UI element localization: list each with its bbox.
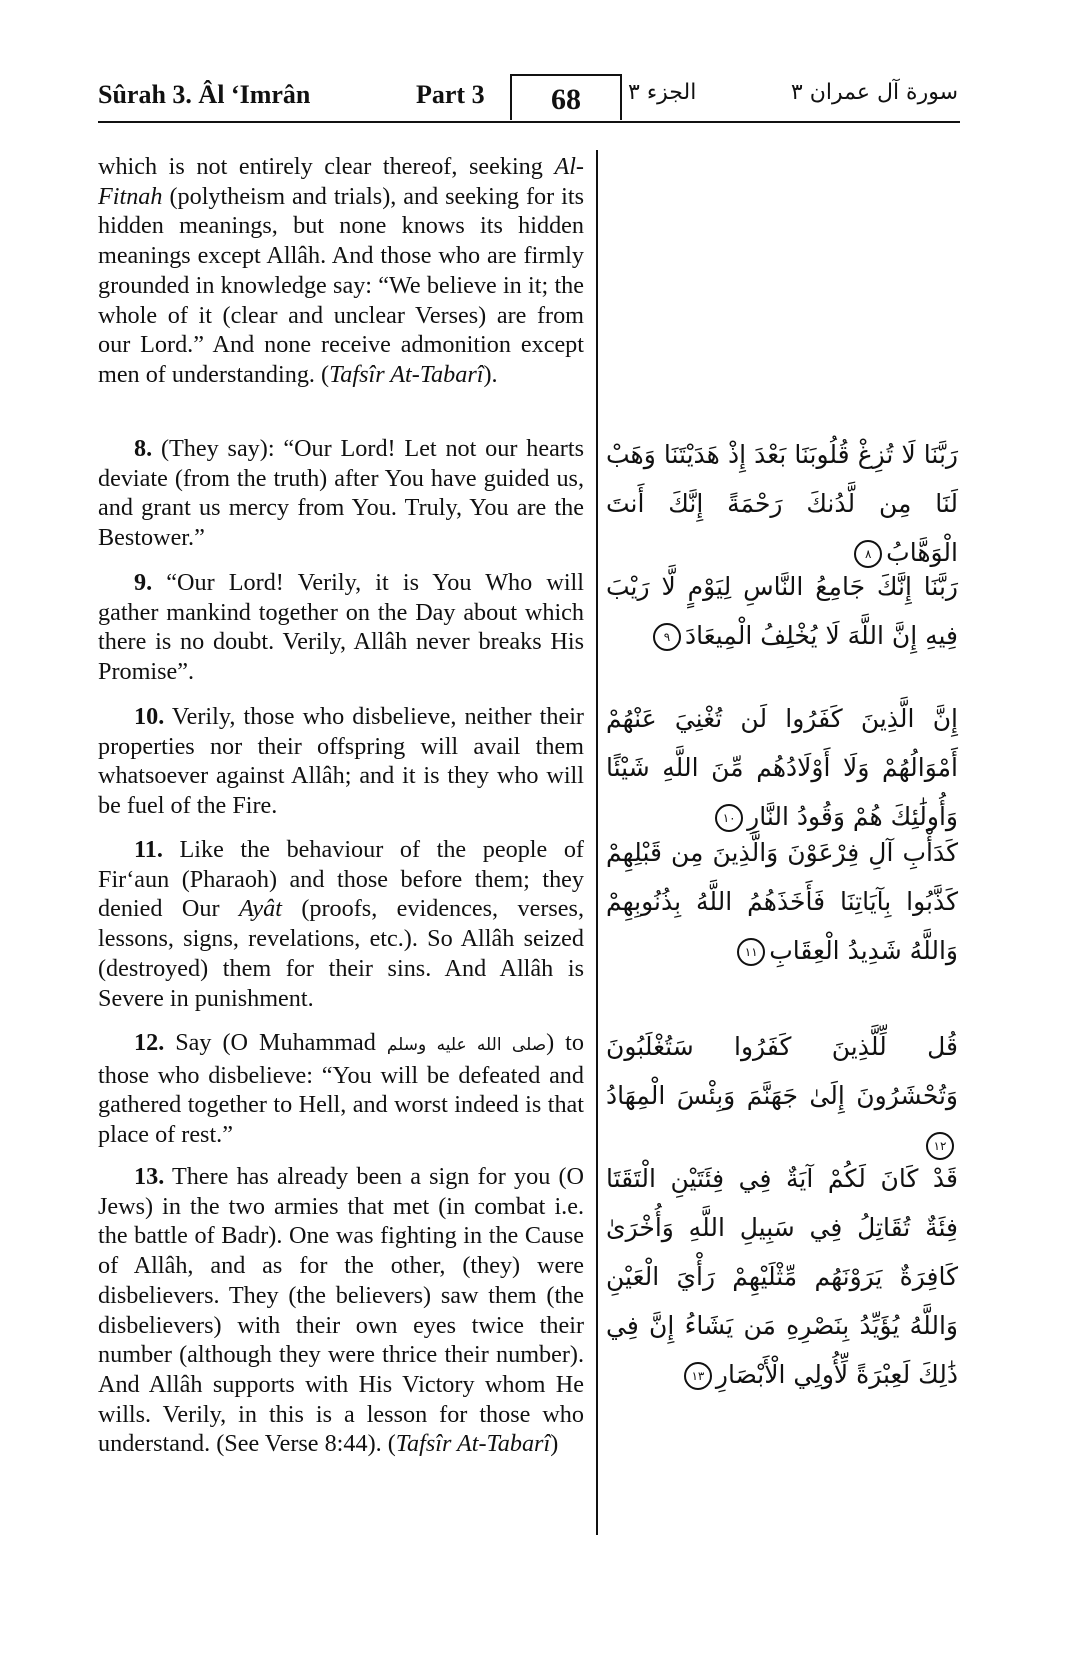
arabic-verse-11: كَدَأْبِ آلِ فِرْعَوْنَ وَالَّذِينَ مِن قَبْلِهِمْ كَذَّبُوا بِآيَاتِنَا فَأَخَذَهُمُ اللَّهُ بِذُنُوبِهِمْ وَاللَّهُ شَدِيدُ الْعِقَابِ١١ [606, 838, 958, 965]
column-divider [596, 150, 598, 1535]
verse-marker-12: ١٢ [926, 1132, 954, 1160]
english-verse-12: 12. Say (O Muhammad صلى الله عليه وسلم) to those who disbelieve: “You will be defeated and gathered together to Hell, and worst indeed is that place of rest.” [98, 1029, 584, 1149]
honorific-arabic: صلى الله عليه وسلم [386, 1035, 547, 1055]
english-verse-10: 10. Verily, those who disbelieve, neither their properties nor their offspring will avail them whatsoever against Allâh; and it is they who will be fuel of the Fire. [98, 703, 584, 820]
surah-title-en: Sûrah 3. Âl ‘Imrân [98, 80, 311, 109]
verse-marker-13: ١٣ [684, 1362, 712, 1390]
arabic-verse-12: قُل لِّلَّذِينَ كَفَرُوا سَتُغْلَبُونَ وَتُحْشَرُونَ إِلَىٰ جَهَنَّمَ وَبِئْسَ الْمِهَادُ١٢ [606, 1022, 958, 1169]
page-header [98, 74, 960, 124]
part-label-ar: الجزء ٣ [628, 80, 697, 105]
english-verse-13: 13. There has already been a sign for you (O Jews) in the two armies that met (in combat i.e. the battle of Badr). One was fighting in the Cause of Allâh, and as for the other, (they) were disbelievers. They (the believers) saw them (the disbelievers) with their own eyes twice their number (although they were thrice their number). And Allâh supports with His Victory whom He wills. Verily, in this is a lesson for those who understand. (See Verse 8:44). (Tafsîr At-Tabarî) [98, 1163, 584, 1458]
arabic-verse-13: قَدْ كَانَ لَكُمْ آيَةٌ فِي فِئَتَيْنِ الْتَقَتَا فِئَةٌ تُقَاتِلُ فِي سَبِيلِ اللَّهِ وَأُخْرَىٰ كَافِرَةٌ يَرَوْنَهُم مِّثْلَيْهِمْ رَأْيَ الْعَيْنِ وَاللَّهُ يُؤَيِّدُ بِنَصْرِهِ مَن يَشَاءُ إِنَّ فِي ذَٰلِكَ لَعِبْرَةً لِّأُولِي الْأَبْصَارِ١٣ [606, 1164, 958, 1389]
english-verse-8: 8. (They say): “Our Lord! Let not our hearts deviate (from the truth) after You have guided us, and grant us mercy from You. Truly, You are the Bestower.” [98, 435, 584, 552]
verse-marker-11: ١١ [737, 938, 765, 966]
english-verse-11: 11. Like the behaviour of the people of Fir‘aun (Pharaoh) and those before them; they denied Our Ayât (proofs, evidences, verses, lessons, signs, revelations, etc.). So Allâh seized (destroyed) them for their sins. And Allâh is Severe in punishment. [98, 836, 584, 1012]
english-intro: which is not entirely clear thereof, seeking Al-Fitnah (polytheism and trials), and seeking for its hidden meanings, but none knows its hidden meanings except Allâh. And those who are firmly grounded in knowledge say: “We believe in it; the whole of it (clear and unclear Verses) are from our Lord.” And none receive admonition except men of understanding. (Tafsîr At-Tabarî). [98, 153, 584, 388]
arabic-verse-10: إِنَّ الَّذِينَ كَفَرُوا لَن تُغْنِيَ عَنْهُمْ أَمْوَالُهُمْ وَلَا أَوْلَادُهُم مِّنَ اللَّهِ شَيْئًا وَأُولَٰئِكَ هُمْ وَقُودُ النَّارِ١٠ [606, 704, 958, 831]
verse-marker-10: ١٠ [715, 804, 743, 832]
page-number: 68 [510, 74, 622, 120]
arabic-verse-9: رَبَّنَا إِنَّكَ جَامِعُ النَّاسِ لِيَوْمٍ لَّا رَيْبَ فِيهِ إِنَّ اللَّهَ لَا يُخْلِفُ الْمِيعَادَ٩ [606, 572, 958, 650]
part-label-en: Part 3 [416, 80, 485, 109]
verse-marker-9: ٩ [653, 623, 681, 651]
verse-marker-8: ٨ [854, 540, 882, 568]
english-verse-9: 9. “Our Lord! Verily, it is You Who will gather mankind together on the Day about which there is no doubt. Verily, Allâh never breaks His Promise”. [98, 569, 584, 686]
arabic-verse-8: رَبَّنَا لَا تُزِغْ قُلُوبَنَا بَعْدَ إِذْ هَدَيْتَنَا وَهَبْ لَنَا مِن لَّدُنكَ رَحْمَةً إِنَّكَ أَنتَ الْوَهَّابُ٨ [606, 440, 958, 567]
surah-title-ar: سورة آل عمران ٣ [790, 80, 958, 105]
header-rule [98, 121, 960, 123]
